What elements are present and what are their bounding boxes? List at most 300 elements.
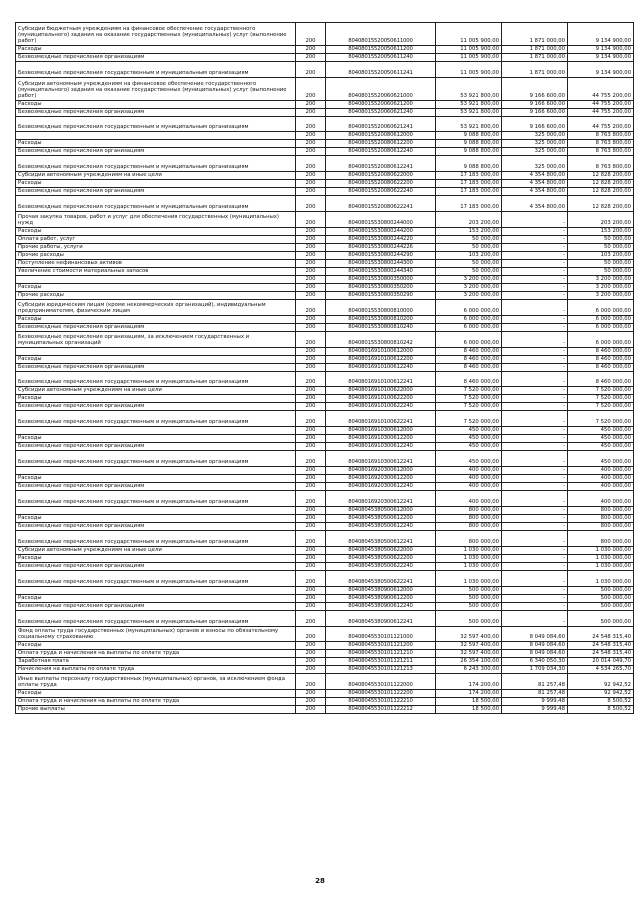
row-executed: - — [502, 563, 568, 571]
table-row — [16, 62, 634, 78]
table-row — [16, 555, 634, 563]
table-row — [16, 515, 634, 523]
row-code: 200 — [296, 451, 326, 467]
row-approved: 400 000,00 — [436, 491, 502, 507]
row-budget-code: 80408015520080622240 — [326, 188, 436, 196]
row-remaining: 50 000,00 — [568, 260, 634, 268]
row-remaining: 7 520 000,00 — [568, 411, 634, 427]
budget-execution-table — [15, 22, 634, 714]
row-code: 200 — [296, 109, 326, 117]
row-name: Расходы — [16, 284, 296, 292]
row-remaining: 92 942,52 — [568, 674, 634, 690]
row-name — [16, 587, 296, 595]
row-executed: 1 871 000,00 — [502, 62, 568, 78]
table-row — [16, 101, 634, 109]
row-code: 200 — [296, 372, 326, 387]
row-approved: 800 000,00 — [436, 507, 502, 515]
row-name: Безвозмездные перечисления организациям — [16, 148, 296, 156]
row-name — [16, 276, 296, 284]
row-budget-code: 80408016910300612241 — [326, 451, 436, 467]
row-code: 200 — [296, 101, 326, 109]
row-name: Начисления на выплаты по оплате труда — [16, 666, 296, 674]
row-approved: 9 088 800,00 — [436, 132, 502, 140]
row-budget-code: 80408016910300612240 — [326, 443, 436, 451]
row-budget-code: 80408016910100622000 — [326, 387, 436, 395]
table-row — [16, 372, 634, 387]
row-executed: - — [502, 547, 568, 555]
row-executed: - — [502, 555, 568, 563]
table-row — [16, 23, 634, 46]
row-remaining: 24 548 315,40 — [568, 650, 634, 658]
row-code: 200 — [296, 236, 326, 244]
row-budget-code: 80408015520080612200 — [326, 140, 436, 148]
row-code: 200 — [296, 276, 326, 284]
row-budget-code: 80408045380500622200 — [326, 555, 436, 563]
row-executed: - — [502, 411, 568, 427]
row-code: 200 — [296, 603, 326, 611]
row-name: Безвозмездные перечисления государственным и муниципальным организациям — [16, 571, 296, 587]
row-approved: 50 000,00 — [436, 244, 502, 252]
row-remaining: 50 000,00 — [568, 268, 634, 276]
row-name: Субсидии автономным учреждениям на финансовое обеспечение государственного (муниципального) задания на оказание государственных (муниципальных) услуг (выполнение работ) — [16, 78, 296, 101]
row-approved: 53 921 800,00 — [436, 78, 502, 101]
row-approved: 26 354 100,00 — [436, 658, 502, 666]
row-remaining: 6 000 000,00 — [568, 324, 634, 332]
row-approved: 18 500,00 — [436, 698, 502, 706]
row-budget-code: 80408016910100612200 — [326, 356, 436, 364]
row-code: 200 — [296, 611, 326, 627]
table-row — [16, 674, 634, 690]
table-row — [16, 316, 634, 324]
row-approved: 1 030 000,00 — [436, 547, 502, 555]
row-name: Расходы — [16, 228, 296, 236]
row-code: 200 — [296, 348, 326, 356]
row-approved: 11 005 900,00 — [436, 54, 502, 62]
row-executed: - — [502, 603, 568, 611]
row-remaining: 8 460 000,00 — [568, 348, 634, 356]
row-remaining: 24 548 315,40 — [568, 642, 634, 650]
row-approved: 7 520 000,00 — [436, 387, 502, 395]
row-remaining: 7 520 000,00 — [568, 403, 634, 411]
row-budget-code: 80408045380500612200 — [326, 515, 436, 523]
row-approved: 11 005 900,00 — [436, 46, 502, 54]
row-name: Расходы — [16, 475, 296, 483]
row-code: 200 — [296, 172, 326, 180]
row-budget-code: 80408015520050611240 — [326, 54, 436, 62]
row-code: 200 — [296, 587, 326, 595]
row-code: 200 — [296, 563, 326, 571]
table-row — [16, 117, 634, 132]
row-remaining: 8 500,52 — [568, 698, 634, 706]
row-executed: - — [502, 316, 568, 324]
row-code: 200 — [296, 571, 326, 587]
row-executed: - — [502, 228, 568, 236]
row-code: 200 — [296, 642, 326, 650]
row-executed: 325 000,00 — [502, 148, 568, 156]
table-row — [16, 109, 634, 117]
row-executed: - — [502, 324, 568, 332]
row-code: 200 — [296, 706, 326, 714]
row-executed: - — [502, 387, 568, 395]
row-approved: 50 000,00 — [436, 236, 502, 244]
row-code: 200 — [296, 435, 326, 443]
row-approved: 800 000,00 — [436, 523, 502, 531]
row-remaining: 7 520 000,00 — [568, 387, 634, 395]
row-executed: - — [502, 587, 568, 595]
row-code: 200 — [296, 46, 326, 54]
row-budget-code: 80408045380500612240 — [326, 523, 436, 531]
row-remaining: 9 134 900,00 — [568, 62, 634, 78]
row-remaining: 92 942,52 — [568, 690, 634, 698]
row-approved: 450 000,00 — [436, 451, 502, 467]
row-code: 200 — [296, 674, 326, 690]
row-executed: 9 166 600,00 — [502, 117, 568, 132]
table-row — [16, 276, 634, 284]
table-row — [16, 547, 634, 555]
row-remaining: 450 000,00 — [568, 451, 634, 467]
row-approved: 6 243 300,00 — [436, 666, 502, 674]
row-code: 200 — [296, 196, 326, 212]
row-executed: 1 871 000,00 — [502, 54, 568, 62]
row-code: 200 — [296, 547, 326, 555]
table-row — [16, 650, 634, 658]
row-code: 200 — [296, 244, 326, 252]
row-name: Безвозмездные перечисления государственным и муниципальным организациям — [16, 156, 296, 172]
row-code: 200 — [296, 23, 326, 46]
row-approved: 3 200 000,00 — [436, 276, 502, 284]
table-row — [16, 132, 634, 140]
row-name: Субсидии бюджетным учреждениям на финансовое обеспечение государственного (муниципального) задания на оказание государственных (муниципальных) услуг (выполнение работ) — [16, 23, 296, 46]
row-remaining: 500 000,00 — [568, 611, 634, 627]
row-name: Безвозмездные перечисления государственным и муниципальным организациям — [16, 62, 296, 78]
row-remaining: 450 000,00 — [568, 443, 634, 451]
row-remaining: 500 000,00 — [568, 587, 634, 595]
row-remaining: 50 000,00 — [568, 244, 634, 252]
row-executed: - — [502, 467, 568, 475]
row-budget-code: 80408015530800244290 — [326, 252, 436, 260]
row-code: 200 — [296, 316, 326, 324]
row-approved: 450 000,00 — [436, 427, 502, 435]
row-budget-code: 80408016910100622200 — [326, 395, 436, 403]
row-name: Расходы — [16, 690, 296, 698]
row-approved: 6 000 000,00 — [436, 316, 502, 324]
row-budget-code: 80408015520080612000 — [326, 132, 436, 140]
row-name: Прочие расходы — [16, 292, 296, 300]
row-budget-code: 80408015530800350000 — [326, 276, 436, 284]
row-executed: 325 000,00 — [502, 132, 568, 140]
row-approved: 7 520 000,00 — [436, 411, 502, 427]
table-row — [16, 411, 634, 427]
row-remaining: 1 030 000,00 — [568, 563, 634, 571]
row-name: Оплата труда и начисления на выплаты по оплате труда — [16, 650, 296, 658]
row-budget-code: 80408015530800244340 — [326, 268, 436, 276]
row-approved: 6 000 000,00 — [436, 324, 502, 332]
row-budget-code: 80408045530101122212 — [326, 706, 436, 714]
row-budget-code: 80408016920300612000 — [326, 467, 436, 475]
row-remaining: 20 014 049,70 — [568, 658, 634, 666]
row-name: Безвозмездные перечисления организациям — [16, 403, 296, 411]
row-name: Расходы — [16, 180, 296, 188]
row-approved: 6 000 000,00 — [436, 332, 502, 348]
row-name: Расходы — [16, 140, 296, 148]
table-row — [16, 268, 634, 276]
row-remaining: 12 828 200,00 — [568, 196, 634, 212]
table-row — [16, 595, 634, 603]
row-code: 200 — [296, 260, 326, 268]
row-executed: - — [502, 435, 568, 443]
row-approved: 400 000,00 — [436, 467, 502, 475]
row-executed: - — [502, 427, 568, 435]
row-budget-code: 80408016920300612241 — [326, 491, 436, 507]
row-remaining: 44 755 200,00 — [568, 109, 634, 117]
row-name — [16, 427, 296, 435]
table-row — [16, 228, 634, 236]
row-code: 200 — [296, 555, 326, 563]
row-name: Безвозмездные перечисления организациям — [16, 483, 296, 491]
row-executed: - — [502, 356, 568, 364]
row-approved: 11 005 900,00 — [436, 23, 502, 46]
row-executed: 9 166 600,00 — [502, 109, 568, 117]
row-name: Безвозмездные перечисления организациям — [16, 188, 296, 196]
table-row — [16, 698, 634, 706]
row-remaining: 8 500,52 — [568, 706, 634, 714]
row-code: 200 — [296, 595, 326, 603]
row-approved: 400 000,00 — [436, 475, 502, 483]
row-approved: 500 000,00 — [436, 611, 502, 627]
row-remaining: 800 000,00 — [568, 531, 634, 547]
row-budget-code: 80408016910100622241 — [326, 411, 436, 427]
row-budget-code: 80408045530101121211 — [326, 658, 436, 666]
row-remaining: 8 763 800,00 — [568, 132, 634, 140]
row-approved: 9 088 800,00 — [436, 140, 502, 148]
row-remaining: 44 755 200,00 — [568, 117, 634, 132]
row-executed: 4 354 800,00 — [502, 196, 568, 212]
row-code: 200 — [296, 491, 326, 507]
row-remaining: 6 000 000,00 — [568, 332, 634, 348]
row-name: Безвозмездные перечисления государственным и муниципальным организациям — [16, 451, 296, 467]
table-row — [16, 196, 634, 212]
row-approved: 174 200,00 — [436, 674, 502, 690]
row-budget-code: 80408045380900612000 — [326, 587, 436, 595]
table-row — [16, 611, 634, 627]
row-code: 200 — [296, 531, 326, 547]
row-approved: 3 200 000,00 — [436, 284, 502, 292]
table-row — [16, 236, 634, 244]
row-budget-code: 80408016910100622240 — [326, 403, 436, 411]
row-code: 200 — [296, 324, 326, 332]
row-approved: 450 000,00 — [436, 443, 502, 451]
row-budget-code: 80408015530800810242 — [326, 332, 436, 348]
row-executed: - — [502, 348, 568, 356]
row-name: Субсидии юридическим лицам (кроме некоммерческих организаций), индивидуальным предпринимателям, физическим лицам — [16, 300, 296, 316]
row-remaining: 400 000,00 — [568, 467, 634, 475]
row-remaining: 1 030 000,00 — [568, 571, 634, 587]
row-code: 200 — [296, 212, 326, 228]
row-name: Расходы — [16, 642, 296, 650]
table-row — [16, 212, 634, 228]
row-approved: 17 183 000,00 — [436, 196, 502, 212]
row-executed: 1 871 000,00 — [502, 46, 568, 54]
row-name: Безвозмездные перечисления государственным и муниципальным организациям — [16, 196, 296, 212]
row-remaining: 8 460 000,00 — [568, 356, 634, 364]
row-executed: 81 257,48 — [502, 674, 568, 690]
row-budget-code: 80408015530800810240 — [326, 324, 436, 332]
table-row — [16, 284, 634, 292]
row-budget-code: 80408016910100612241 — [326, 372, 436, 387]
table-row — [16, 188, 634, 196]
row-name: Прочие расходы — [16, 252, 296, 260]
row-executed: 325 000,00 — [502, 140, 568, 148]
row-budget-code: 80408015520060621241 — [326, 117, 436, 132]
row-budget-code: 80408016910300612200 — [326, 435, 436, 443]
row-executed: - — [502, 491, 568, 507]
table-row — [16, 690, 634, 698]
row-budget-code: 80408045380900612241 — [326, 611, 436, 627]
row-budget-code: 80408015530800244200 — [326, 228, 436, 236]
row-budget-code: 80408015530800350290 — [326, 292, 436, 300]
row-name: Безвозмездные перечисления государственным и муниципальным организациям — [16, 491, 296, 507]
row-remaining: 8 460 000,00 — [568, 364, 634, 372]
row-budget-code: 80408045530101122200 — [326, 690, 436, 698]
budget-report-page — [15, 22, 633, 714]
table-row — [16, 260, 634, 268]
row-remaining: 8 763 800,00 — [568, 156, 634, 172]
row-remaining: 9 134 900,00 — [568, 23, 634, 46]
table-row — [16, 356, 634, 364]
row-approved: 17 183 000,00 — [436, 180, 502, 188]
row-budget-code: 80408015520050611200 — [326, 46, 436, 54]
table-row — [16, 587, 634, 595]
row-code: 200 — [296, 507, 326, 515]
row-budget-code: 80408045380900612240 — [326, 603, 436, 611]
row-remaining: 6 000 000,00 — [568, 316, 634, 324]
row-code: 200 — [296, 292, 326, 300]
row-approved: 18 500,00 — [436, 706, 502, 714]
table-row — [16, 658, 634, 666]
row-name: Безвозмездные перечисления государственным и муниципальным организациям — [16, 531, 296, 547]
row-code: 200 — [296, 650, 326, 658]
row-approved: 800 000,00 — [436, 515, 502, 523]
row-budget-code: 80408045530101121213 — [326, 666, 436, 674]
row-code: 200 — [296, 188, 326, 196]
row-approved: 11 005 900,00 — [436, 62, 502, 78]
row-name: Расходы — [16, 101, 296, 109]
row-name: Расходы — [16, 46, 296, 54]
row-budget-code: 80408015520080622000 — [326, 172, 436, 180]
row-approved: 7 520 000,00 — [436, 403, 502, 411]
table-row — [16, 443, 634, 451]
row-name: Расходы — [16, 595, 296, 603]
row-name: Безвозмездные перечисления государственным и муниципальным организациям — [16, 411, 296, 427]
row-name: Оплата работ, услуг — [16, 236, 296, 244]
row-remaining: 450 000,00 — [568, 427, 634, 435]
row-approved: 8 460 000,00 — [436, 348, 502, 356]
row-executed: 9 166 600,00 — [502, 78, 568, 101]
row-executed: 6 340 050,30 — [502, 658, 568, 666]
row-executed: 9 999,48 — [502, 706, 568, 714]
row-executed: - — [502, 451, 568, 467]
row-executed: - — [502, 595, 568, 603]
row-executed: 4 354 800,00 — [502, 180, 568, 188]
row-budget-code: 80408015520050611000 — [326, 23, 436, 46]
row-name: Безвозмездные перечисления организациям — [16, 443, 296, 451]
row-executed: - — [502, 531, 568, 547]
row-name: Расходы — [16, 356, 296, 364]
row-budget-code: 80408015520080612240 — [326, 148, 436, 156]
row-budget-code: 80408015520080612241 — [326, 156, 436, 172]
table-row — [16, 46, 634, 54]
table-row — [16, 627, 634, 642]
table-row — [16, 603, 634, 611]
row-remaining: 8 460 000,00 — [568, 372, 634, 387]
row-remaining: 24 548 315,40 — [568, 627, 634, 642]
row-approved: 400 000,00 — [436, 483, 502, 491]
row-budget-code: 80408015530800244220 — [326, 236, 436, 244]
row-remaining: 1 030 000,00 — [568, 555, 634, 563]
row-executed: - — [502, 244, 568, 252]
row-executed: - — [502, 523, 568, 531]
table-row — [16, 387, 634, 395]
row-remaining: 3 200 000,00 — [568, 284, 634, 292]
row-executed: - — [502, 443, 568, 451]
row-approved: 6 000 000,00 — [436, 300, 502, 316]
row-executed: - — [502, 483, 568, 491]
row-executed: - — [502, 284, 568, 292]
row-remaining: 8 763 800,00 — [568, 140, 634, 148]
row-budget-code: 80408045380500622241 — [326, 571, 436, 587]
row-approved: 17 183 000,00 — [436, 172, 502, 180]
row-budget-code: 80408015520050611241 — [326, 62, 436, 78]
table-body — [16, 23, 634, 714]
row-remaining: 500 000,00 — [568, 603, 634, 611]
row-approved: 8 460 000,00 — [436, 356, 502, 364]
row-executed: - — [502, 212, 568, 228]
row-remaining: 9 134 900,00 — [568, 54, 634, 62]
row-remaining: 12 828 200,00 — [568, 180, 634, 188]
row-code: 200 — [296, 78, 326, 101]
row-executed: 81 257,48 — [502, 690, 568, 698]
table-row — [16, 332, 634, 348]
page-number: 28 — [315, 877, 325, 885]
row-budget-code: 80408015530800244000 — [326, 212, 436, 228]
row-remaining: 400 000,00 — [568, 483, 634, 491]
row-approved: 53 921 800,00 — [436, 117, 502, 132]
row-remaining: 44 755 200,00 — [568, 78, 634, 101]
row-approved: 53 921 800,00 — [436, 101, 502, 109]
row-name — [16, 348, 296, 356]
row-code: 200 — [296, 475, 326, 483]
row-remaining: 800 000,00 — [568, 507, 634, 515]
row-approved: 174 200,00 — [436, 690, 502, 698]
row-name: Поступление нефинансовых активов — [16, 260, 296, 268]
row-code: 200 — [296, 515, 326, 523]
row-remaining: 6 000 000,00 — [568, 300, 634, 316]
row-name: Расходы — [16, 435, 296, 443]
row-remaining: 8 763 800,00 — [568, 148, 634, 156]
row-budget-code: 80408015520080622200 — [326, 180, 436, 188]
row-budget-code: 80408016910100612240 — [326, 364, 436, 372]
row-code: 200 — [296, 180, 326, 188]
row-budget-code: 80408045380900612200 — [326, 595, 436, 603]
row-code: 200 — [296, 252, 326, 260]
row-executed: 8 049 084,60 — [502, 627, 568, 642]
row-approved: 53 921 800,00 — [436, 109, 502, 117]
row-code: 200 — [296, 356, 326, 364]
row-budget-code: 80408015520060621240 — [326, 109, 436, 117]
row-code: 200 — [296, 690, 326, 698]
row-name — [16, 467, 296, 475]
row-executed: 9 166 600,00 — [502, 101, 568, 109]
